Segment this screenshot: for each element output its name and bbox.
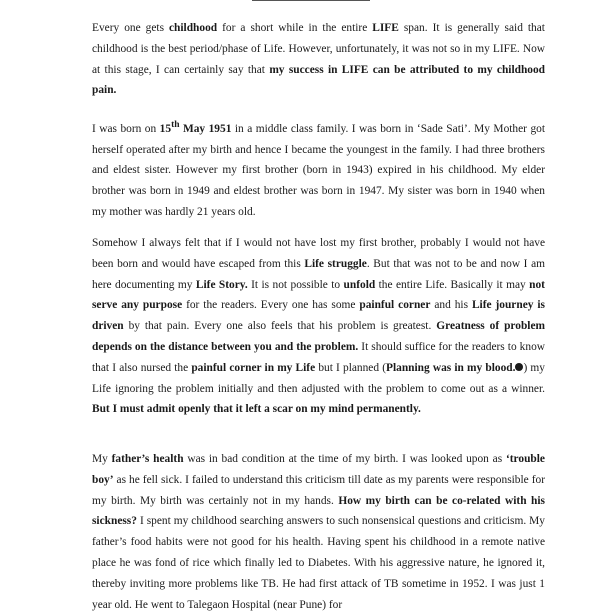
text-run: . But that was not to be and now I am here documenting my bbox=[92, 257, 546, 291]
text-run: as he fell sick. I failed to understand this criticism till date as my parents were responsible for my birth. My birth was certainly not in my hands. bbox=[92, 473, 545, 507]
bold-text: painful corner in my Life bbox=[191, 361, 316, 374]
text-run: for a short while in the entire bbox=[217, 22, 373, 34]
paragraph-fathers-health bbox=[92, 449, 545, 615]
bold-text: ‘trouble boy’ bbox=[92, 453, 545, 486]
text-run: My bbox=[92, 453, 112, 465]
bold-text: th bbox=[171, 120, 180, 130]
bold-text: But I must admit openly that it left a scar on my mind permanently. bbox=[92, 403, 421, 416]
text-run: It is not possible to bbox=[247, 278, 344, 291]
bold-text: Greatness of problem depends on the distance between you and the problem. bbox=[92, 320, 545, 353]
bold-text: not serve any purpose bbox=[92, 278, 545, 312]
text-run: in a middle class family. I was born in ‘Sade Sati’. My Mother got herself operated after my birth and hence I became the youngest in the family. I had three brothers and eldest sister. However my first brother (born in 1943) expired in his childhood. My elder brother was born in 1949 and eldest brother was born in 1947. My sister was born in 1940 when my mother was hardly 21 years old. bbox=[92, 122, 545, 218]
text-run: by that pain. Every one also feels that his problem is greatest. bbox=[123, 320, 437, 333]
paragraph-birth-details bbox=[92, 115, 545, 223]
text-run: ) my Life ignoring the problem initially and then adjusted with the problem to come out as a winner. bbox=[92, 361, 545, 395]
bold-text: Life Story. bbox=[195, 278, 248, 291]
text-run: Every one gets bbox=[92, 22, 169, 34]
text-run: was in bad condition at the time of my birth. I was looked upon as bbox=[183, 453, 506, 465]
bold-text: childhood bbox=[169, 22, 218, 34]
bold-text: father’s health bbox=[111, 453, 184, 465]
bold-text: Life journey is driven bbox=[92, 299, 545, 333]
text-run: the entire Life. Basically it may bbox=[375, 278, 530, 291]
bold-text: Life struggle bbox=[304, 257, 367, 270]
text-run: for the readers. Every one has some bbox=[182, 299, 360, 312]
bold-text: my success in LIFE can be attributed to my childhood pain. bbox=[92, 63, 545, 97]
bold-text: unfold bbox=[343, 278, 376, 291]
bold-text: How my birth can be co-related with his sickness? bbox=[92, 494, 545, 528]
paragraph-childhood-intro bbox=[92, 18, 545, 101]
bold-text: painful corner bbox=[359, 299, 431, 312]
paragraph-life-struggle bbox=[92, 233, 545, 420]
bold-text: LIFE bbox=[372, 22, 399, 34]
bold-text: May 1951 bbox=[179, 122, 232, 135]
text-run: span. It is generally said that childhood is the best period/phase of Life. However, unfortunately, it was not so in my LIFE. Now at this stage, I can certainly say that bbox=[92, 22, 545, 76]
bold-text: Planning was in my blood. bbox=[386, 361, 516, 374]
text-run: I was born on bbox=[92, 122, 160, 135]
title-underline bbox=[252, 0, 370, 2]
text-run: and his bbox=[430, 299, 472, 312]
text-run: but I planned ( bbox=[315, 361, 387, 374]
text-run: Somehow I always felt that if I would not have lost my first brother, probably I would not have been born and would have escaped from this bbox=[92, 237, 545, 270]
bold-text: 15 bbox=[159, 122, 172, 135]
text-run: I spent my childhood searching answers to such nonsensical questions and criticism. My father’s food habits were not good for his health. Having spent his childhood in a remote native place he was fond of rice which finally led to Diabetes. With his aggressive nature, he ignored it, thereby inviting more problems like TB. He had first attack of TB sometime in 1952. I was just 1 year old. He went to Talegaon Hospital (near Pune) for bbox=[92, 515, 545, 611]
text-run: It should suffice for the readers to know that I also nursed the bbox=[92, 340, 545, 374]
